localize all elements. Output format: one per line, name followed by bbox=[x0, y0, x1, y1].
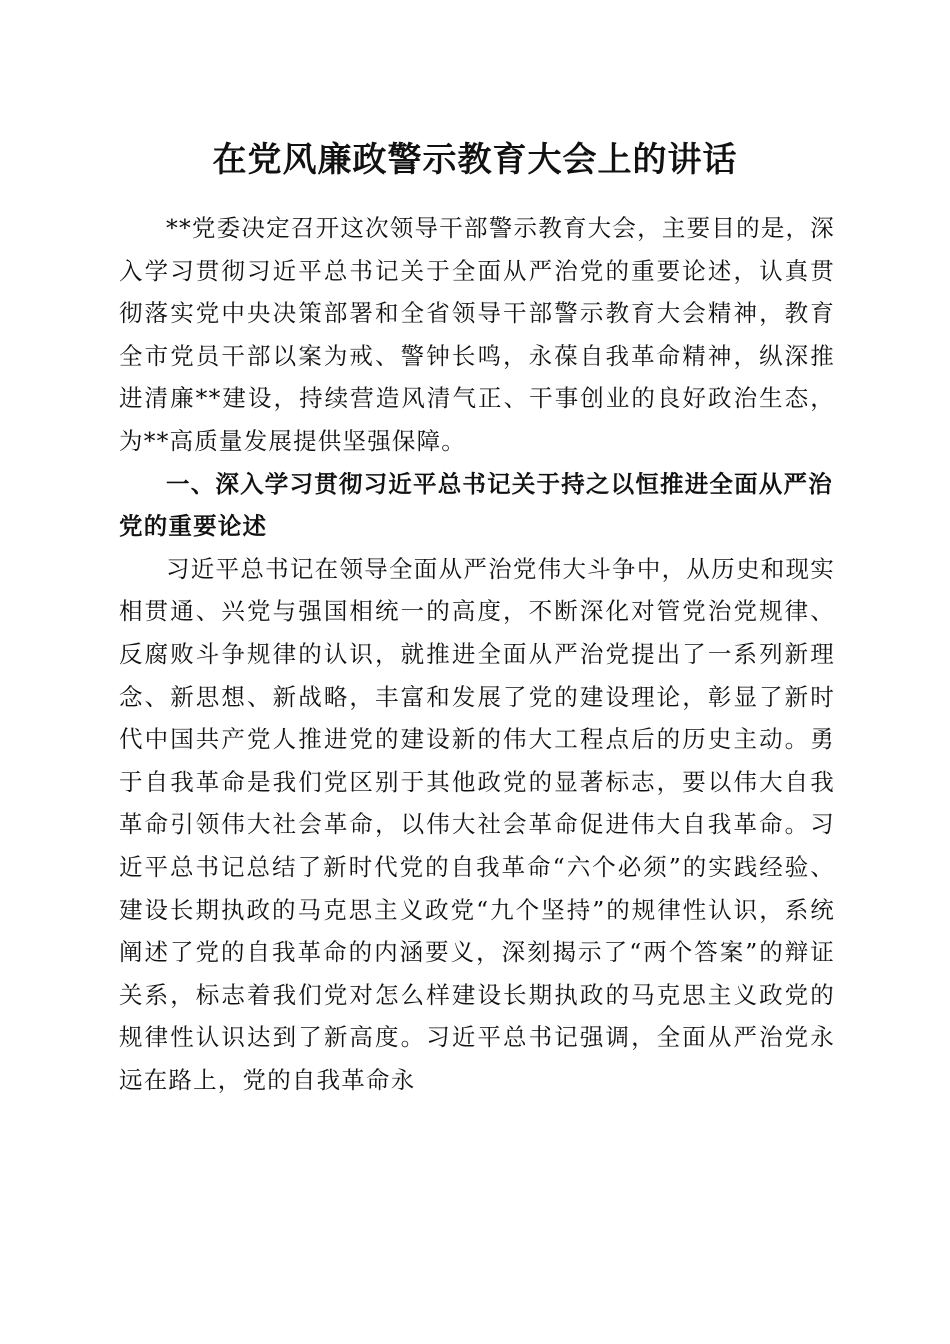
intro-paragraph: **党委决定召开这次领导干部警示教育大会，主要目的是，深入学习贯彻习近平总书记关于全面从严治党的重要论述，认真贯彻落实党中央决策部署和全省领导干部警示教育大会精神，教育全市党员干部以案为戒、警钟长鸣，永葆自我革命精神，纵深推进清廉**建设，持续营造风清气正、干事创业的良好政治生态，为**高质量发展提供坚强保障。 bbox=[119, 214, 835, 455]
document-title: 在党风廉政警示教育大会上的讲话 bbox=[212, 140, 738, 180]
section-1-heading: 一、深入学习贯彻习近平总书记关于持之以恒推进全面从严治党的重要论述 bbox=[119, 469, 833, 541]
document-body bbox=[119, 207, 835, 1101]
section-1-body-paragraph: 习近平总书记在领导全面从严治党伟大斗争中，从历史和现实相贯通、兴党与强国相统一的高度，不断深化对管党治党规律、反腐败斗争规律的认识，就推进全面从严治党提出了一系列新理念、新思想、新战略，丰富和发展了党的建设理论，彰显了新时代中国共产党人推进党的建设新的伟大工程点后的历史主动。勇于自我革命是我们党区别于其他政党的显著标志，要以伟大自我革命引领伟大社会革命，以伟大社会革命促进伟大自我革命。习近平总书记总结了新时代党的自我革命“六个必须”的实践经验、建设长期执政的马克思主义政党“九个坚持”的规律性认识，系统阐述了党的自我革命的内涵要义，深刻揭示了“两个答案”的辩证关系，标志着我们党对怎么样建设长期执政的马克思主义政党的规律性认识达到了新高度。习近平总书记强调，全面从严治党永远在路上，党的自我革命永 bbox=[119, 554, 835, 1094]
